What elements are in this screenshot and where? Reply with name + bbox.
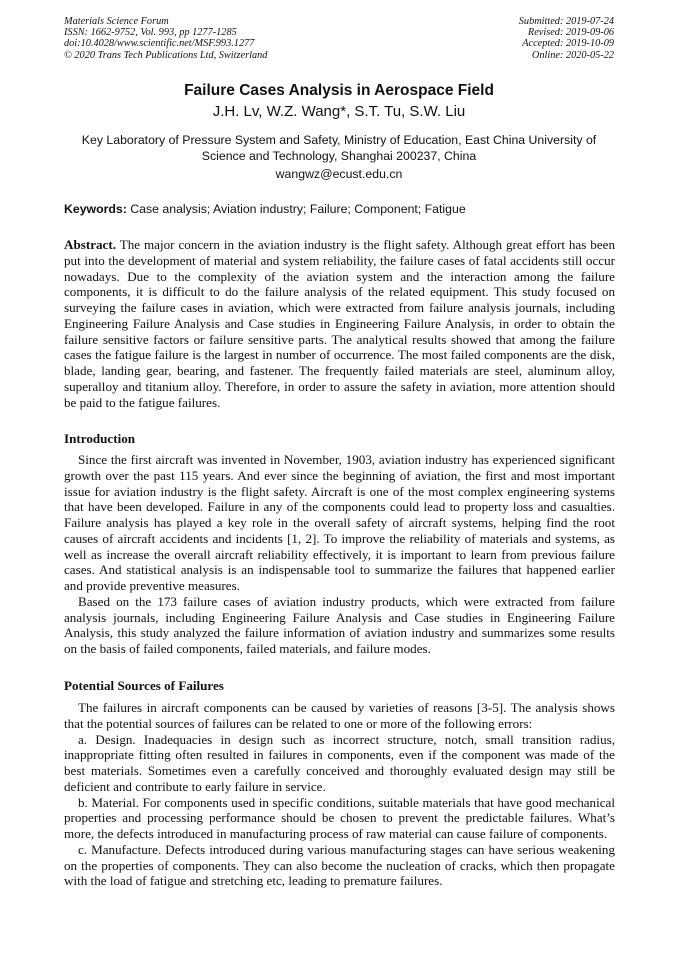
- publication-dates: [519, 16, 614, 61]
- journal-info: [64, 16, 267, 61]
- section-potential-sources: [64, 700, 615, 889]
- list-item-design: a. Design. Inadequacies in design such as incorrect structure, notch, small transition radius, inappropriate fitting often resulted in failures in components, even if the component was made of the best materials. Sometimes even a carefully conceived and thoroughly evaluated design may still be deficient and contribute to early failure in service.: [64, 731, 615, 794]
- revised-date: Revised: 2019-09-06: [527, 27, 614, 39]
- section-heading-potential-sources: Potential Sources of Failures: [64, 678, 224, 693]
- keywords: [64, 202, 466, 216]
- paragraph: The failures in aircraft components can be caused by varieties of reasons [3-5]. The analysis shows that the potential sources of failures can be related to one or more of the following errors:: [64, 700, 615, 731]
- paragraph: Based on the 173 failure cases of aviation industry products, which were extracted from failure analysis journals, including Engineering Failure Analysis and Case studies in Engineering Failure Analysis, this study analyzed the failure information of aviation industry and summarizes some results on the basis of failed components, failed materials, and failure modes.: [64, 593, 615, 656]
- doi: doi:10.4028/www.scientific.net/MSF.993.1277: [64, 38, 255, 50]
- section-heading-introduction: Introduction: [64, 431, 136, 446]
- accepted-date: Accepted: 2019-10-09: [522, 38, 614, 50]
- section-introduction: [64, 452, 615, 657]
- online-date: Online: 2020-05-22: [531, 49, 614, 61]
- list-item-material: b. Material. For components used in specific conditions, suitable materials that have good mechanical properties and processing performance should be chosen to prevent the predictable failures. What’s more, the defects introduced in manufacturing process of raw material can cause failure of components.: [64, 794, 615, 841]
- list-item-manufacture: c. Manufacture. Defects introduced during various manufacturing stages can have serious weakening on the properties of components. They can also become the nucleation of cracks, which then propagate with the load of fatigue and stretching etc, leading to premature failures.: [64, 841, 615, 889]
- copyright: © 2020 Trans Tech Publications Ltd, Switzerland: [64, 49, 268, 61]
- abstract-label: Abstract.: [64, 237, 116, 252]
- issn-volume: ISSN: 1662-9752, Vol. 993, pp 1277-1285: [64, 27, 237, 39]
- abstract: [64, 237, 615, 410]
- corresponding-email: wangwz@ecust.edu.cn: [275, 167, 403, 181]
- abstract-text: The major concern in the aviation industry is the flight safety. Although great effort has been put into the development of material and system reliability, the failure cases of fatal accidents still occur nowadays. Due to the complexity of the aviation system and the interaction among the failure components, it is difficult to do the failure analysis of the related equipment. This study focused on surveying the failure cases in aviation, which were extracted from failure analysis journals, including Engineering Failure Analysis and Case studies in Engineering Failure Analysis, in order to obtain the failure sensitive factors or failure sensitive parts. The analytical results showed that among the failure cases the fatigue failure is the largest in number of occurrence. The most failed components are the disk, blade, landing gear, bearing, and fastener. The frequently failed materials are steel, aluminum alloy, superalloy and titanium alloy. Therefore, in order to assure the safety in aviation, more attention should be paid to the fatigue failures.: [64, 237, 615, 410]
- submitted-date: Submitted: 2019-07-24: [518, 16, 614, 27]
- keywords-list: Case analysis; Aviation industry; Failure; Component; Fatigue: [126, 202, 466, 216]
- affiliation: Key Laboratory of Pressure System and Safety, Ministry of Education, East China University of Science and Technology, Shanghai 200237, China: [81, 133, 597, 163]
- paper-title: Failure Cases Analysis in Aerospace Field: [184, 82, 494, 99]
- keywords-label: Keywords:: [64, 202, 127, 216]
- paragraph: Since the first aircraft was invented in November, 1903, aviation industry has experienced significant growth over the past 115 years. And ever since the beginning of aviation, the first and most important issue for aviation industry is the flight safety. Aircraft is one of the most complex engineering systems that have been developed. Failure in any of the components could lead to property loss and casualties. Failure analysis has played a key role in the overall safety of aircraft systems, helping find the root causes of aircraft accidents and incidents [1, 2]. To improve the reliability of materials and systems, as well as increase the overall aircraft reliability effectively, it is important to learn from previous failure cases. And statistical analysis is an indispensable tool to summarize the failures that happened earlier and provide preventive measures.: [64, 452, 615, 593]
- authors: J.H. Lv, W.Z. Wang*, S.T. Tu, S.W. Liu: [212, 103, 466, 120]
- journal-name: Materials Science Forum: [64, 16, 169, 27]
